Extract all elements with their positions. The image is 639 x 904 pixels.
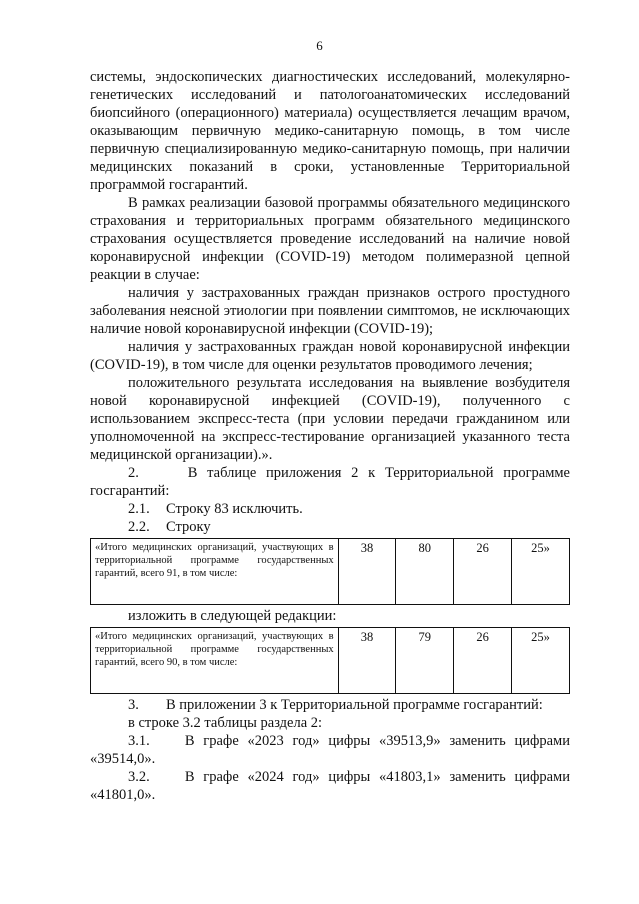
new-row-name: «Итого медицинских организаций, участвующих в территориальной программе государственных гарантий, всего 90, в том числе:	[91, 628, 339, 694]
item-2-1-text: Строку 83 исключить.	[166, 501, 303, 517]
item-3-2-text: В графе «2024 год» цифры «41803,1» заменить цифрами «41801,0».	[90, 769, 570, 803]
item-2-1-number: 2.1.	[128, 501, 150, 517]
item-2-1	[128, 500, 570, 518]
old-row-col-4: 25»	[511, 539, 569, 605]
old-row-col-2: 80	[396, 539, 454, 605]
item-3-1-text: В графе «2023 год» цифры «39513,9» заменить цифрами «39514,0».	[90, 733, 570, 767]
new-row-col-1: 38	[338, 628, 396, 694]
item-2-number: 2.	[128, 465, 139, 481]
item-3-text: В приложении 3 к Территориальной программе госгарантий:	[166, 697, 543, 713]
paragraph-3: наличия у застрахованных граждан признаков острого простудного заболевания неясной этиологии при появлении симптомов, не исключающих наличие новой коронавирусной инфекции (COVID-19);	[90, 285, 570, 337]
item-2-text: В таблице приложения 2 к Территориальной программе госгарантий:	[90, 465, 570, 499]
old-row-col-1: 38	[338, 539, 396, 605]
old-row-table	[90, 538, 570, 605]
item-3	[128, 696, 570, 714]
item-2	[90, 464, 570, 500]
document-body	[90, 68, 570, 804]
item-2-2-number: 2.2.	[128, 519, 150, 535]
new-row-col-4: 25»	[511, 628, 569, 694]
item-2-2	[128, 518, 570, 536]
new-row-col-3: 26	[454, 628, 512, 694]
paragraph-1: системы, эндоскопических диагностических исследований, молекулярно-генетических исследований и патологоанатомических исследований биопсийного (операционного) материала) осуществляется лечащим врачом, оказывающим первичную медико-санитарную помощь, в том числе первичную специализированную медико-санитарную помощь, при наличии медицинских показаний в сроки, установленные Территориальной программой госгарантий.	[90, 69, 570, 193]
item-3-2	[90, 768, 570, 804]
old-row-name: «Итого медицинских организаций, участвующих в территориальной программе государственных гарантий, всего 91, в том числе:	[91, 539, 339, 605]
table-row	[91, 628, 570, 694]
page-number: 6	[316, 38, 323, 53]
item-3-1-number: 3.1.	[128, 733, 150, 749]
paragraph-5: положительного результата исследования на выявление возбудителя новой коронавирусной инфекцией (COVID-19), полученного с использованием экспресс-теста (при условии передачи гражданином или уполномоченной на экспресс-тестирование организацией указанного теста медицинской организации).».	[90, 375, 570, 463]
item-2-2-text: Строку	[166, 519, 211, 535]
paragraph-4: наличия у застрахованных граждан новой коронавирусной инфекции (COVID-19), в том числе для оценки результатов проводимого лечения;	[90, 339, 570, 373]
item-3-1	[90, 732, 570, 768]
paragraph-2: В рамках реализации базовой программы обязательного медицинского страхования и территориальных программ обязательного медицинского страхования осуществляется проведение исследований на наличие новой коронавирусной инфекции (COVID-19) методом полимеразной цепной реакции в случае:	[90, 195, 570, 283]
item-3-number: 3.	[128, 697, 139, 713]
table-row	[91, 539, 570, 605]
new-row-table	[90, 627, 570, 694]
new-row-col-2: 79	[396, 628, 454, 694]
item-3-sub: в строке 3.2 таблицы раздела 2:	[128, 715, 323, 731]
replace-label: изложить в следующей редакции:	[128, 608, 337, 624]
old-row-col-3: 26	[454, 539, 512, 605]
item-3-2-number: 3.2.	[128, 769, 150, 785]
